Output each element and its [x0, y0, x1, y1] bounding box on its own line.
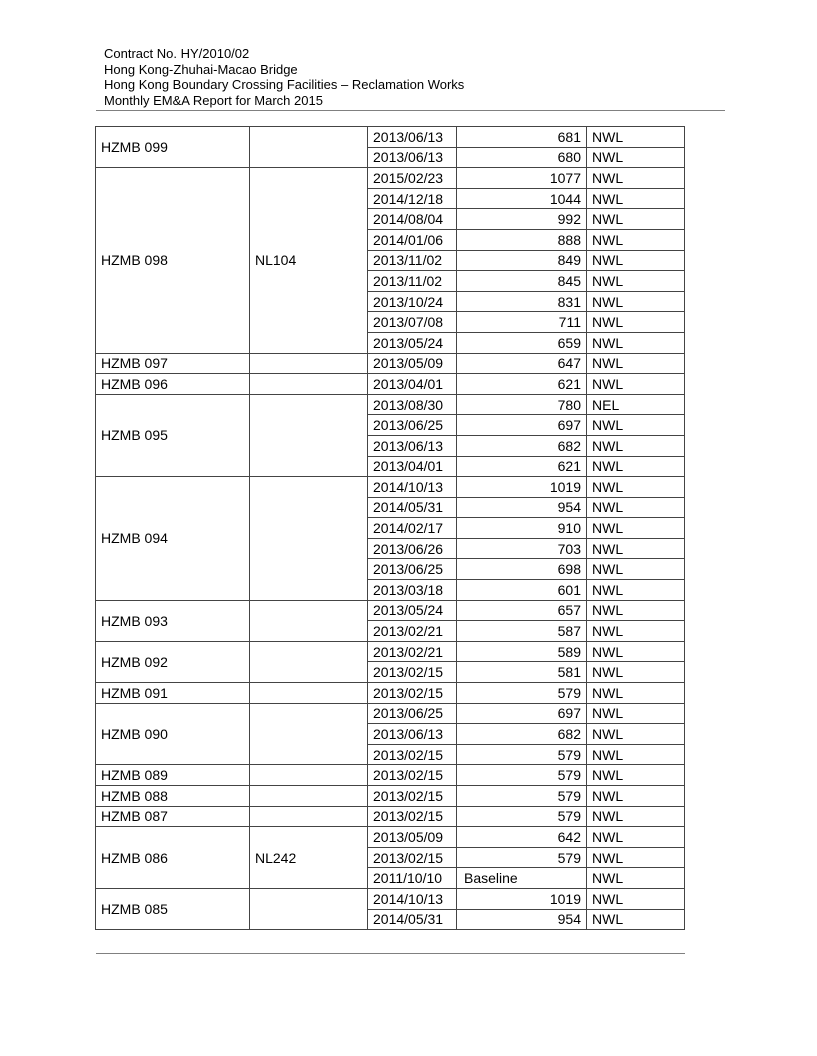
date-cell: 2013/04/01: [368, 374, 457, 395]
contract-number: Contract No. HY/2010/02: [104, 46, 250, 61]
value-cell: 845: [457, 271, 587, 292]
date-cell: 2013/05/24: [368, 332, 457, 353]
value-cell: 579: [457, 683, 587, 704]
value-cell: 698: [457, 559, 587, 580]
value-cell: 1044: [457, 188, 587, 209]
tag-cell: NWL: [587, 353, 685, 374]
date-cell: 2013/02/15: [368, 765, 457, 786]
value-cell: 621: [457, 374, 587, 395]
station-id-cell: HZMB 085: [96, 888, 250, 929]
tag-cell: NWL: [587, 600, 685, 621]
table-row: [96, 477, 685, 498]
date-cell: 2013/05/24: [368, 600, 457, 621]
tag-cell: NWL: [587, 250, 685, 271]
reference-cell: [250, 683, 368, 704]
value-cell: 681: [457, 127, 587, 148]
value-cell: 780: [457, 394, 587, 415]
reference-cell: [250, 374, 368, 395]
tag-cell: NWL: [587, 641, 685, 662]
records-table-body: [96, 127, 685, 930]
value-cell: 581: [457, 662, 587, 683]
records-table: [95, 126, 685, 930]
value-cell: 659: [457, 332, 587, 353]
tag-cell: NWL: [587, 868, 685, 889]
value-cell: 579: [457, 806, 587, 827]
reference-cell: [250, 477, 368, 601]
page-header: [104, 46, 724, 108]
table-row: [96, 394, 685, 415]
tag-cell: NWL: [587, 332, 685, 353]
tag-cell: NWL: [587, 724, 685, 745]
tag-cell: NWL: [587, 806, 685, 827]
date-cell: 2013/10/24: [368, 291, 457, 312]
date-cell: 2013/11/02: [368, 271, 457, 292]
tag-cell: NWL: [587, 559, 685, 580]
tag-cell: NWL: [587, 786, 685, 807]
value-cell: 831: [457, 291, 587, 312]
value-cell: 849: [457, 250, 587, 271]
tag-cell: NWL: [587, 538, 685, 559]
tag-cell: NWL: [587, 477, 685, 498]
date-cell: 2014/10/13: [368, 477, 457, 498]
date-cell: 2013/05/09: [368, 827, 457, 848]
project-name: Hong Kong-Zhuhai-Macao Bridge: [104, 61, 298, 77]
tag-cell: NWL: [587, 229, 685, 250]
date-cell: 2013/02/15: [368, 786, 457, 807]
value-cell: Baseline: [457, 868, 587, 889]
date-cell: 2013/02/21: [368, 621, 457, 642]
table-row: [96, 683, 685, 704]
date-cell: 2014/08/04: [368, 209, 457, 230]
tag-cell: NWL: [587, 312, 685, 333]
value-cell: 601: [457, 580, 587, 601]
date-cell: 2015/02/23: [368, 168, 457, 189]
value-cell: 1019: [457, 888, 587, 909]
tag-cell: NWL: [587, 127, 685, 148]
date-cell: 2013/06/13: [368, 435, 457, 456]
value-cell: 888: [457, 229, 587, 250]
tag-cell: NWL: [587, 147, 685, 168]
value-cell: 642: [457, 827, 587, 848]
value-cell: 1077: [457, 168, 587, 189]
tag-cell: NEL: [587, 394, 685, 415]
tag-cell: NWL: [587, 291, 685, 312]
table-row: [96, 786, 685, 807]
date-cell: 2011/10/10: [368, 868, 457, 889]
tag-cell: NWL: [587, 209, 685, 230]
date-cell: 2013/06/25: [368, 703, 457, 724]
date-cell: 2014/05/31: [368, 497, 457, 518]
table-row: [96, 888, 685, 909]
station-id-cell: HZMB 098: [96, 168, 250, 353]
date-cell: 2014/10/13: [368, 888, 457, 909]
value-cell: 697: [457, 703, 587, 724]
reference-cell: [250, 127, 368, 168]
date-cell: 2013/06/25: [368, 415, 457, 436]
station-id-cell: HZMB 097: [96, 353, 250, 374]
tag-cell: NWL: [587, 765, 685, 786]
tag-cell: NWL: [587, 415, 685, 436]
table-row: [96, 703, 685, 724]
value-cell: 1019: [457, 477, 587, 498]
report-title: Monthly EM&A Report for March 2015: [104, 92, 323, 108]
value-cell: 682: [457, 724, 587, 745]
tag-cell: NWL: [587, 847, 685, 868]
value-cell: 992: [457, 209, 587, 230]
tag-cell: NWL: [587, 518, 685, 539]
tag-cell: NWL: [587, 188, 685, 209]
tag-cell: NWL: [587, 271, 685, 292]
station-id-cell: HZMB 093: [96, 600, 250, 641]
footer-divider: [96, 953, 685, 954]
tag-cell: NWL: [587, 168, 685, 189]
reference-cell: [250, 703, 368, 765]
table-row: [96, 806, 685, 827]
tag-cell: NWL: [587, 662, 685, 683]
table-row: [96, 374, 685, 395]
value-cell: 954: [457, 497, 587, 518]
reference-cell: [250, 600, 368, 641]
tag-cell: NWL: [587, 456, 685, 477]
value-cell: 703: [457, 538, 587, 559]
date-cell: 2013/06/13: [368, 147, 457, 168]
tag-cell: NWL: [587, 703, 685, 724]
date-cell: 2013/08/30: [368, 394, 457, 415]
value-cell: 647: [457, 353, 587, 374]
value-cell: 579: [457, 847, 587, 868]
date-cell: 2013/05/09: [368, 353, 457, 374]
header-divider: [96, 110, 725, 111]
reference-cell: [250, 641, 368, 682]
station-id-cell: HZMB 095: [96, 394, 250, 476]
date-cell: 2013/04/01: [368, 456, 457, 477]
reference-cell: [250, 765, 368, 786]
tag-cell: NWL: [587, 744, 685, 765]
tag-cell: NWL: [587, 827, 685, 848]
value-cell: 579: [457, 765, 587, 786]
tag-cell: NWL: [587, 909, 685, 930]
reference-cell: NL104: [250, 168, 368, 353]
reference-cell: NL242: [250, 827, 368, 889]
tag-cell: NWL: [587, 621, 685, 642]
date-cell: 2013/02/15: [368, 744, 457, 765]
value-cell: 682: [457, 435, 587, 456]
tag-cell: NWL: [587, 888, 685, 909]
date-cell: 2014/12/18: [368, 188, 457, 209]
table-row: [96, 765, 685, 786]
reference-cell: [250, 786, 368, 807]
station-id-cell: HZMB 099: [96, 127, 250, 168]
tag-cell: NWL: [587, 580, 685, 601]
station-id-cell: HZMB 092: [96, 641, 250, 682]
value-cell: 579: [457, 786, 587, 807]
date-cell: 2013/02/15: [368, 806, 457, 827]
date-cell: 2013/07/08: [368, 312, 457, 333]
value-cell: 697: [457, 415, 587, 436]
table-row: [96, 127, 685, 148]
value-cell: 711: [457, 312, 587, 333]
value-cell: 954: [457, 909, 587, 930]
station-id-cell: HZMB 088: [96, 786, 250, 807]
station-id-cell: HZMB 096: [96, 374, 250, 395]
date-cell: 2013/02/21: [368, 641, 457, 662]
station-id-cell: HZMB 089: [96, 765, 250, 786]
table-row: [96, 641, 685, 662]
value-cell: 680: [457, 147, 587, 168]
value-cell: 621: [457, 456, 587, 477]
station-id-cell: HZMB 086: [96, 827, 250, 889]
value-cell: 910: [457, 518, 587, 539]
date-cell: 2013/06/13: [368, 127, 457, 148]
tag-cell: NWL: [587, 374, 685, 395]
table-row: [96, 353, 685, 374]
table-row: [96, 168, 685, 189]
date-cell: 2013/02/15: [368, 662, 457, 683]
date-cell: 2013/02/15: [368, 847, 457, 868]
date-cell: 2013/06/26: [368, 538, 457, 559]
value-cell: 587: [457, 621, 587, 642]
tag-cell: NWL: [587, 435, 685, 456]
date-cell: 2013/06/25: [368, 559, 457, 580]
date-cell: 2013/03/18: [368, 580, 457, 601]
station-id-cell: HZMB 094: [96, 477, 250, 601]
reference-cell: [250, 394, 368, 476]
date-cell: 2014/05/31: [368, 909, 457, 930]
date-cell: 2013/06/13: [368, 724, 457, 745]
value-cell: 579: [457, 744, 587, 765]
station-id-cell: HZMB 091: [96, 683, 250, 704]
station-id-cell: HZMB 090: [96, 703, 250, 765]
tag-cell: NWL: [587, 497, 685, 518]
date-cell: 2014/02/17: [368, 518, 457, 539]
table-row: [96, 600, 685, 621]
tag-cell: NWL: [587, 683, 685, 704]
facility-name: Hong Kong Boundary Crossing Facilities – Reclamation Works: [104, 77, 465, 92]
reference-cell: [250, 353, 368, 374]
station-id-cell: HZMB 087: [96, 806, 250, 827]
value-cell: 657: [457, 600, 587, 621]
value-cell: 589: [457, 641, 587, 662]
date-cell: 2013/11/02: [368, 250, 457, 271]
date-cell: 2014/01/06: [368, 229, 457, 250]
reference-cell: [250, 888, 368, 929]
date-cell: 2013/02/15: [368, 683, 457, 704]
reference-cell: [250, 806, 368, 827]
table-row: [96, 827, 685, 848]
